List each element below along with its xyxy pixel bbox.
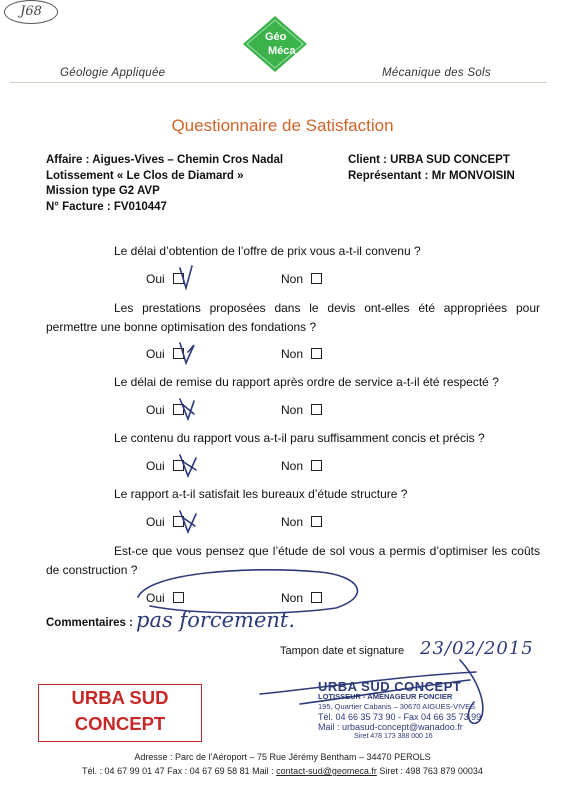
stamp-phone: Tél. 04 66 35 73 90 - Fax 04 66 35 73 99 [318,712,482,722]
comments-handwritten: pas forcement. [136,608,296,632]
q1-oui-option: Oui [146,272,184,286]
footer-address: Adresse : Parc de l’Aéroport – 75 Rue Jérémy Bentham – 34470 PEROLS [134,752,431,762]
question-3: Le délai de remise du rapport après ordre de service a-t-il été respecté ? [114,375,499,389]
q3-non-option: Non [281,403,322,417]
q2-oui-option: Oui [146,347,184,361]
q6-non-option: Non [281,591,322,605]
tagline-right: Mécanique des Sols [382,67,491,79]
footer-contact: Tél. : 04 67 99 01 47 Fax : 04 67 69 58 81 Mail : contact-sud@geomeca.fr Siret : 498 763 879 00034 [82,766,483,776]
client-name-stamp: URBA SUD CONCEPT [38,684,202,742]
comments-label: Commentaires : [46,617,133,629]
q1-non-option: Non [281,272,322,286]
q2-check-mark [180,343,194,363]
question-6: Est-ce que vous pensez que l’étude de sol vous a permis d’optimiser les coûts [114,544,540,558]
footer-email-link[interactable]: contact-sud@geomeca.fr [276,766,377,776]
q5-oui-option: Oui [146,515,184,529]
stamp-company-name: URBA SUD CONCEPT [318,679,462,694]
logo-text-geo: Géo [265,31,287,43]
company-stamp [318,679,482,742]
q6-oui-option: Oui [146,591,184,605]
q4-check-mark [180,455,196,476]
q1-check-mark [180,266,192,288]
handwritten-date: 23/02/2015 [420,638,534,659]
question-2: Les prestations proposées dans le devis ont-elles été appropriées pour [114,301,540,315]
question-2-continued: permettre une bonne optimisation des fondations ? [46,320,317,334]
q6-answer-circle [138,570,357,613]
q5-non-option: Non [281,515,322,529]
question-6-continued: de construction ? [46,563,138,577]
q5-check-mark [180,511,196,532]
representant-line: Représentant : Mr MONVOISIN [348,169,515,182]
stamp-subtitle: LOTISSEUR - AMÉNAGEUR FONCIER [318,692,453,701]
q3-oui-option: Oui [146,403,184,417]
q4-non-option: Non [281,459,322,473]
client-line: Client : URBA SUD CONCEPT [348,154,510,166]
q2-non-option: Non [281,347,322,361]
question-4: Le contenu du rapport vous a-t-il paru suffisamment concis et précis ? [114,431,485,445]
page-title: Questionnaire de Satisfaction [171,116,394,135]
tampon-label: Tampon date et signature [280,645,405,657]
facture-line: N° Facture : FV010447 [46,200,167,213]
mission-line: Mission type G2 AVP [46,185,160,197]
tagline-left: Géologie Appliquée [60,67,166,79]
question-1: Le délai d’obtention de l’offre de prix vous a-t-il convenu ? [114,244,421,258]
logo-text-meca: Méca [268,45,296,57]
reference-number: J68 [4,0,58,24]
q3-check-mark [180,399,194,419]
stamp-mail: Mail : urbasud-concept@wanadoo.fr [318,722,463,732]
stamp-siret: Siret 478 173 388 000 16 [354,733,433,740]
q4-oui-option: Oui [146,459,184,473]
affaire-line: Affaire : Aigues-Vives – Chemin Cros Nadal [46,154,284,166]
stamp-address: 195, Quartier Cabanis – 30670 AIGUES-VIVES [318,702,476,711]
lotissement-line: Lotissement « Le Clos de Diamard » [46,169,244,182]
question-5: Le rapport a-t-il satisfait les bureaux d’étude structure ? [114,487,408,501]
